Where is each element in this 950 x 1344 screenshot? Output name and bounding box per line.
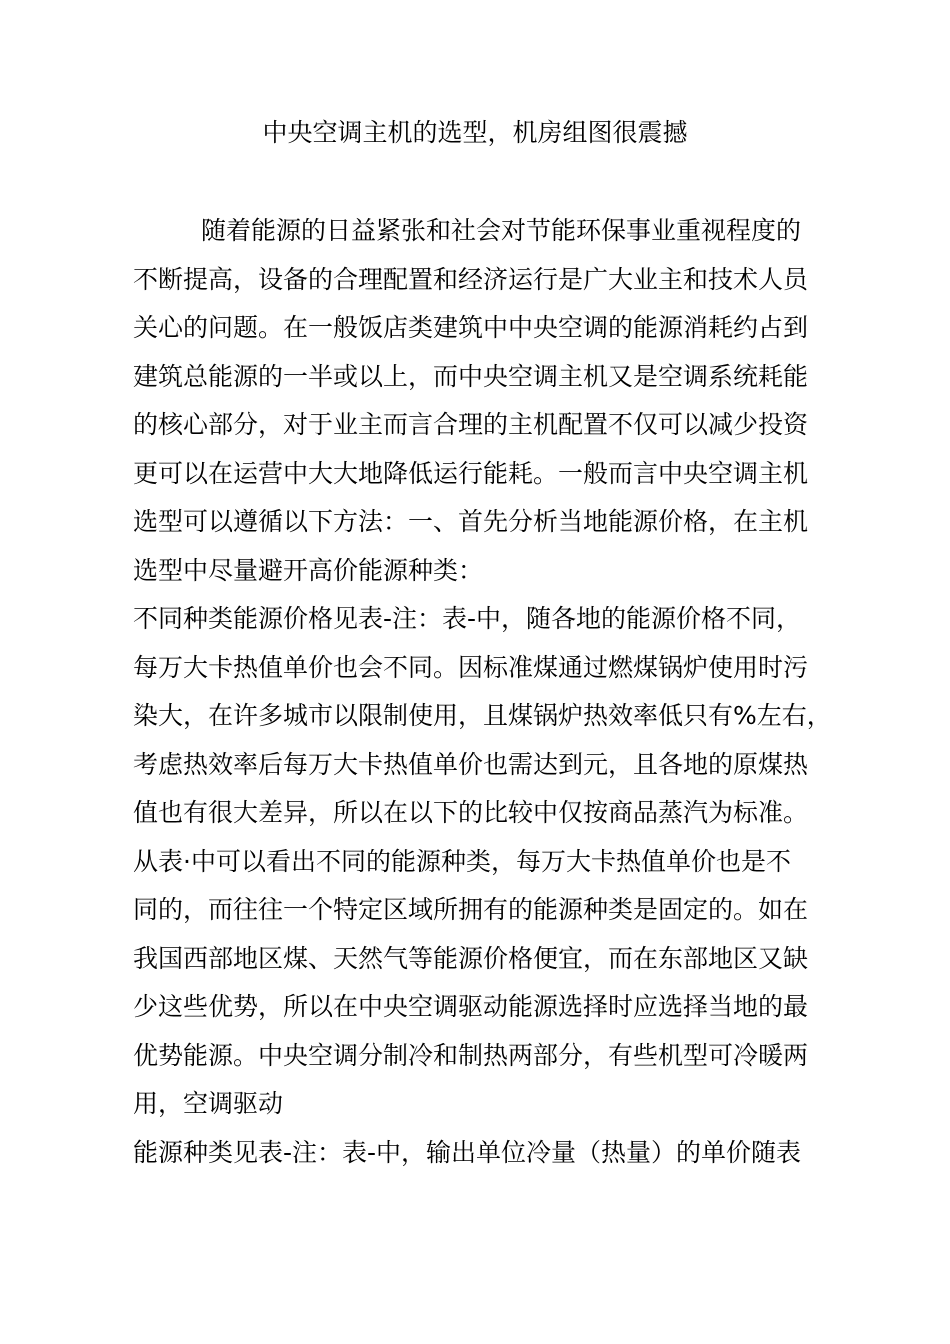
paragraph-line: 从表·中可以看出不同的能源种类，每万大卡热值单价也是不 — [133, 846, 791, 876]
paragraph-line: 选型可以遵循以下方法：一、首先分析当地能源价格，在主机 — [133, 507, 809, 536]
paragraph-line: 能源种类见表-注：表-中，输出单位冷量（热量）的单价随表 — [133, 1137, 802, 1167]
paragraph-line: 用，空调驱动 — [133, 1089, 284, 1118]
document-body — [133, 207, 833, 1177]
paragraph-line: 优势能源。中央空调分制冷和制热两部分，有些机型可冷暖两 — [133, 1040, 809, 1070]
document-title: 中央空调主机的选型，机房组图很震撼 — [262, 118, 688, 147]
paragraph-line: 同的，而往往一个特定区域所拥有的能源种类是固定的。如在 — [133, 895, 809, 924]
paragraph-line: 考虑热效率后每万大卡热值单价也需达到元，且各地的原煤热 — [133, 749, 809, 779]
paragraph-line: 少这些优势，所以在中央空调驱动能源选择时应选择当地的最 — [133, 992, 809, 1021]
paragraph-line: 更可以在运营中大大地降低运行能耗。一般而言中央空调主机 — [133, 458, 809, 488]
paragraph-line: 选型中尽量避开高价能源种类： — [133, 555, 484, 585]
paragraph-line: 不断提高，设备的合理配置和经济运行是广大业主和技术人员 — [133, 264, 809, 294]
paragraph-line: 染大，在许多城市以限制使用，且煤锅炉热效率低只有%左右， — [133, 701, 832, 730]
paragraph-line: 每万大卡热值单价也会不同。因标准煤通过燃煤锅炉使用时污 — [133, 652, 809, 682]
paragraph-line: 关心的问题。在一般饭店类建筑中中央空调的能源消耗约占到 — [133, 313, 809, 342]
paragraph-line: 建筑总能源的一半或以上，而中央空调主机又是空调系统耗能 — [133, 361, 809, 391]
paragraph-line: 不同种类能源价格见表-注：表-中，随各地的能源价格不同， — [133, 604, 802, 633]
paragraph-line: 我国西部地区煤、天然气等能源价格便宜，而在东部地区又缺 — [133, 943, 809, 973]
paragraph-line: 值也有很大差异，所以在以下的比较中仅按商品蒸汽为标准。 — [133, 798, 809, 827]
paragraph-line: 的核心部分，对于业主而言合理的主机配置不仅可以减少投资 — [133, 410, 809, 439]
paragraph-line: 随着能源的日益紧张和社会对节能环保事业重视程度的 — [201, 216, 802, 245]
